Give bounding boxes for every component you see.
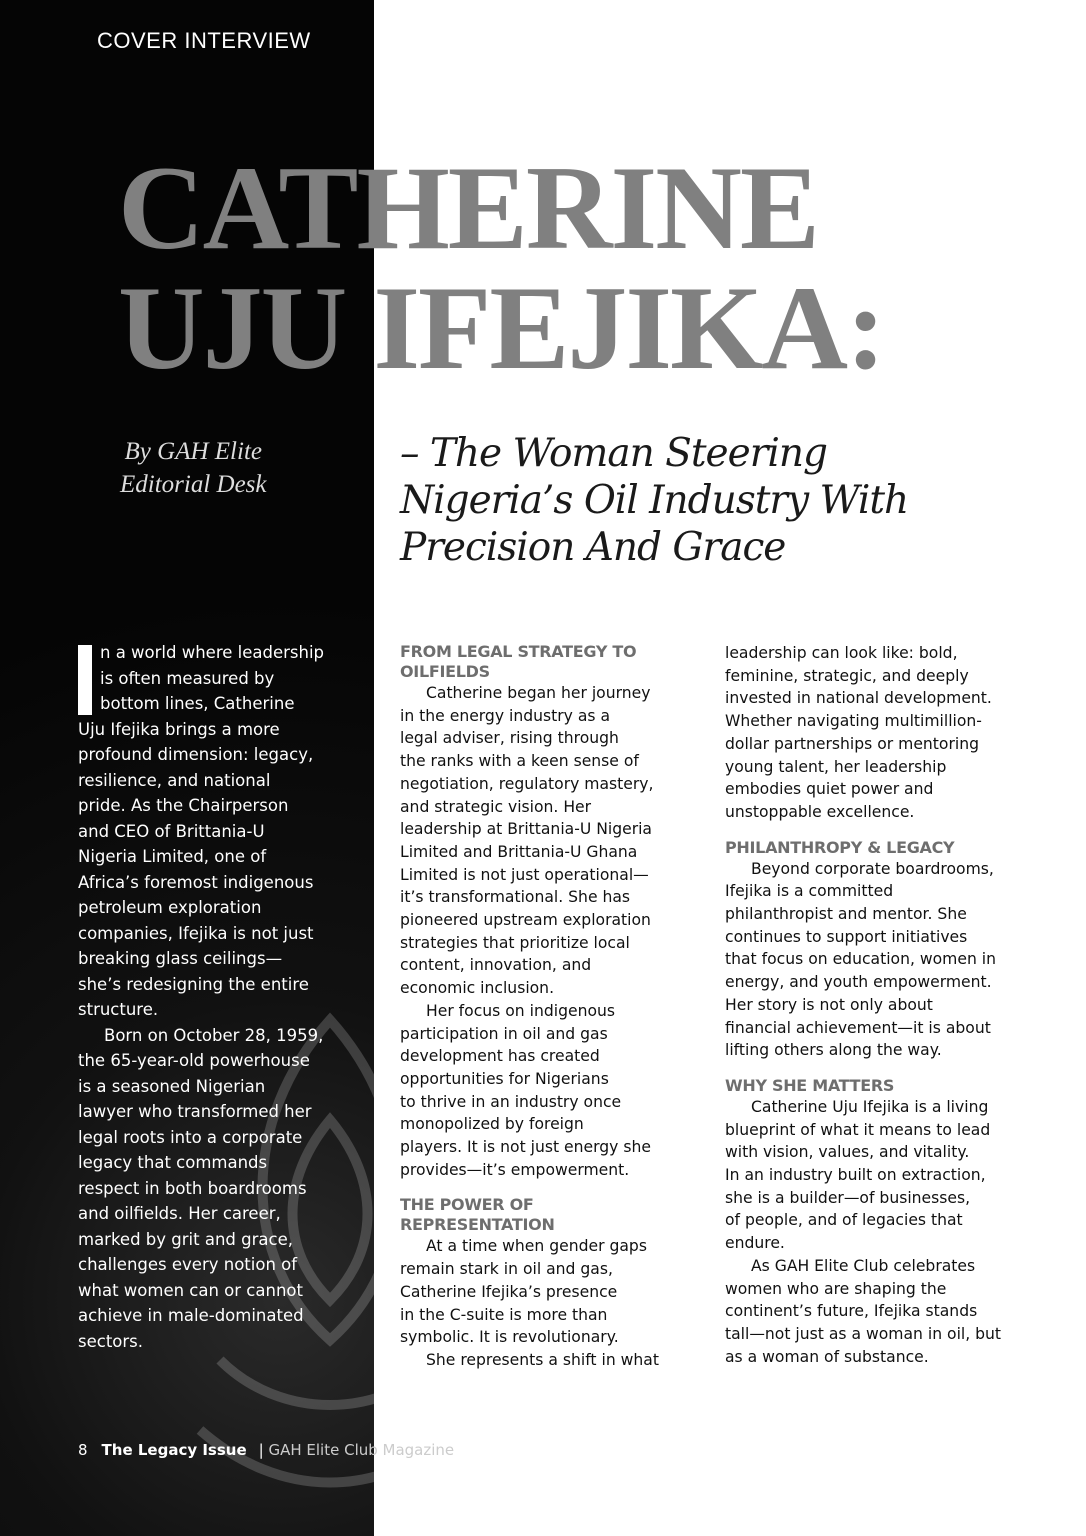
issue-name: The Legacy Issue (101, 1441, 247, 1459)
text-line: bottom lines, Catherine (100, 694, 295, 713)
text-line: players. It is not just energy she (400, 1138, 651, 1157)
text-line: Beyond corporate boardrooms, (751, 859, 994, 878)
spacer (400, 1181, 659, 1195)
text-line: continent’s future, Ifejika stands (725, 1302, 978, 1321)
section-heading (400, 642, 659, 682)
text-line: participation in oil and gas (400, 1024, 608, 1043)
text-line: financial achievement—it is about (725, 1018, 991, 1037)
section-heading (725, 838, 1001, 858)
text-line: development has created (400, 1047, 600, 1066)
paragraph (725, 858, 1001, 1062)
text-line: as a woman of substance. (725, 1347, 929, 1366)
text-line: symbolic. It is revolutionary. (400, 1328, 619, 1347)
text-line: Africa’s foremost indigenous (78, 872, 314, 892)
text-line: legacy that commands (78, 1153, 268, 1172)
article-column-2 (400, 642, 659, 1372)
byline (120, 435, 267, 501)
byline-line: Editorial Desk (120, 471, 267, 498)
paragraph (725, 642, 1001, 824)
text-line: is often measured by (100, 668, 275, 688)
magazine-name: GAH Elite Club Magazine (268, 1441, 455, 1459)
text-line: monopolized by foreign (400, 1115, 584, 1134)
text-line: embodies quiet power and (725, 780, 934, 799)
paragraph (400, 1349, 659, 1372)
text-line: and oilfields. Her career, (78, 1204, 281, 1223)
text-line: opportunities for Nigerians (400, 1069, 609, 1088)
text-line: At a time when gender gaps (426, 1237, 647, 1256)
subtitle-line: Nigeria’s Oil Industry With (400, 478, 909, 523)
text-line: lawyer who transformed her (78, 1102, 312, 1121)
text-line: OILFIELDS (400, 662, 490, 681)
text-line: it’s transformational. She has (400, 888, 631, 907)
text-line: strategies that prioritize local (400, 933, 630, 952)
text-line: in the energy industry as a (400, 706, 611, 725)
text-line: PHILANTHROPY & LEGACY (725, 837, 955, 857)
paragraph (725, 1096, 1001, 1255)
text-line: challenges every notion of (78, 1255, 298, 1274)
text-line: THE POWER OF (400, 1195, 534, 1215)
text-line: petroleum exploration (78, 898, 262, 917)
text-line: Catherine Uju Ifejika is a living (751, 1097, 989, 1116)
text-line: achieve in male-dominated (78, 1306, 304, 1325)
text-line: feminine, strategic, and deeply (725, 666, 969, 685)
text-line: Born on October 28, 1959, (104, 1025, 324, 1045)
section-heading (400, 1195, 659, 1235)
text-line: and CEO of Brittania-U (78, 821, 265, 841)
text-line: Catherine began her journey (426, 684, 651, 702)
text-line: Catherine Ifejika’s presence (400, 1282, 618, 1301)
text-line: profound dimension: legacy, (78, 745, 314, 764)
text-line: she is a builder—of businesses, (725, 1188, 971, 1207)
text-line: pride. As the Chairperson (78, 796, 289, 815)
text-line: what women can or cannot (78, 1280, 303, 1300)
text-line: with vision, values, and vitality. (725, 1143, 970, 1162)
section-heading (725, 1076, 1001, 1096)
text-line: REPRESENTATION (400, 1215, 555, 1235)
text-line: n a world where leadership (100, 643, 325, 662)
text-line: to thrive in an industry once (400, 1092, 622, 1111)
paragraph (725, 1255, 1001, 1369)
text-line: Limited is not just operational— (400, 865, 649, 884)
text-line: remain stark in oil and gas, (400, 1260, 613, 1279)
section-kicker: COVER INTERVIEW (97, 28, 311, 53)
headline-line-2: UJU IFEJIKA: (118, 261, 885, 394)
text-line: sectors. (78, 1331, 144, 1351)
text-line: and strategic vision. Her (400, 797, 592, 816)
text-line: she’s redesigning the entire (78, 974, 309, 994)
paragraph (78, 640, 324, 1023)
text-line: unstoppable excellence. (725, 802, 915, 821)
text-line: Nigeria Limited, one of (78, 847, 267, 866)
text-line: resilience, and national (78, 770, 271, 790)
text-line: Ifejika is a committed (725, 882, 894, 901)
paragraph (400, 1000, 659, 1182)
text-line: philanthropist and mentor. She (725, 905, 967, 924)
text-line: in the C-suite is more than (400, 1305, 608, 1324)
paragraph (78, 1023, 324, 1355)
text-line: continues to support initiatives (725, 927, 968, 946)
text-line: is a seasoned Nigerian (78, 1076, 266, 1096)
byline-line: By GAH Elite (124, 438, 262, 465)
paragraph (400, 1235, 659, 1349)
page-number: 8 (78, 1441, 88, 1459)
article-column-3 (725, 642, 1001, 1368)
text-line: invested in national development. (725, 689, 992, 708)
text-line: dollar partnerships or mentoring (725, 734, 979, 753)
text-line: women who are shaping the (725, 1279, 947, 1298)
text-line: negotiation, regulatory mastery, (400, 774, 654, 793)
text-line: energy, and youth empowerment. (725, 973, 992, 992)
text-line: Whether navigating multimillion- (725, 712, 982, 731)
text-line: breaking glass ceilings— (78, 949, 283, 968)
subtitle (400, 430, 908, 571)
paragraph (400, 682, 659, 1000)
text-line: respect in both boardrooms (78, 1178, 307, 1198)
text-line: blueprint of what it means to lead (725, 1120, 991, 1139)
page-footer (78, 1441, 454, 1459)
text-line: As GAH Elite Club celebrates (751, 1256, 976, 1275)
headline-line-1: CATHERINE (118, 141, 818, 274)
text-line: structure. (78, 1000, 159, 1019)
text-line: young talent, her leadership (725, 757, 947, 776)
text-line: pioneered upstream exploration (400, 911, 651, 930)
text-line: Her focus on indigenous (426, 1001, 616, 1020)
text-line: the ranks with a keen sense of (400, 752, 639, 771)
subtitle-line: Precision And Grace (400, 525, 786, 570)
text-line: the 65-year-old powerhouse (78, 1051, 310, 1070)
text-line: content, innovation, and (400, 956, 592, 975)
subtitle-line: – The Woman Steering (400, 431, 827, 476)
text-line: companies, Ifejika is not just (78, 923, 314, 943)
text-line: In an industry built on extraction, (725, 1166, 986, 1185)
text-line: She represents a shift in what (426, 1350, 659, 1369)
text-line: endure. (725, 1234, 785, 1253)
spacer (725, 824, 1001, 838)
spacer (725, 1062, 1001, 1076)
text-line: marked by grit and grace, (78, 1229, 293, 1249)
text-line: FROM LEGAL STRATEGY TO (400, 642, 637, 661)
text-line: provides—it’s empowerment. (400, 1160, 630, 1179)
text-line: Limited and Brittania-U Ghana (400, 842, 638, 861)
text-line: legal roots into a corporate (78, 1127, 303, 1147)
text-line: lifting others along the way. (725, 1041, 942, 1060)
text-line: Her story is not only about (725, 995, 933, 1014)
text-line: legal adviser, rising through (400, 729, 619, 748)
text-line: WHY SHE MATTERS (725, 1075, 895, 1095)
text-line: leadership at Brittania-U Nigeria (400, 820, 652, 839)
text-line: that focus on education, women in (725, 950, 996, 969)
text-line: economic inclusion. (400, 979, 555, 998)
footer-separator: | (258, 1441, 264, 1459)
text-line: of people, and of legacies that (725, 1211, 963, 1230)
text-line: Uju Ifejika brings a more (78, 719, 280, 739)
article-column-1 (78, 640, 324, 1354)
text-line: leadership can look like: bold, (725, 644, 958, 662)
text-line: tall—not just as a woman in oil, but (725, 1324, 1002, 1343)
